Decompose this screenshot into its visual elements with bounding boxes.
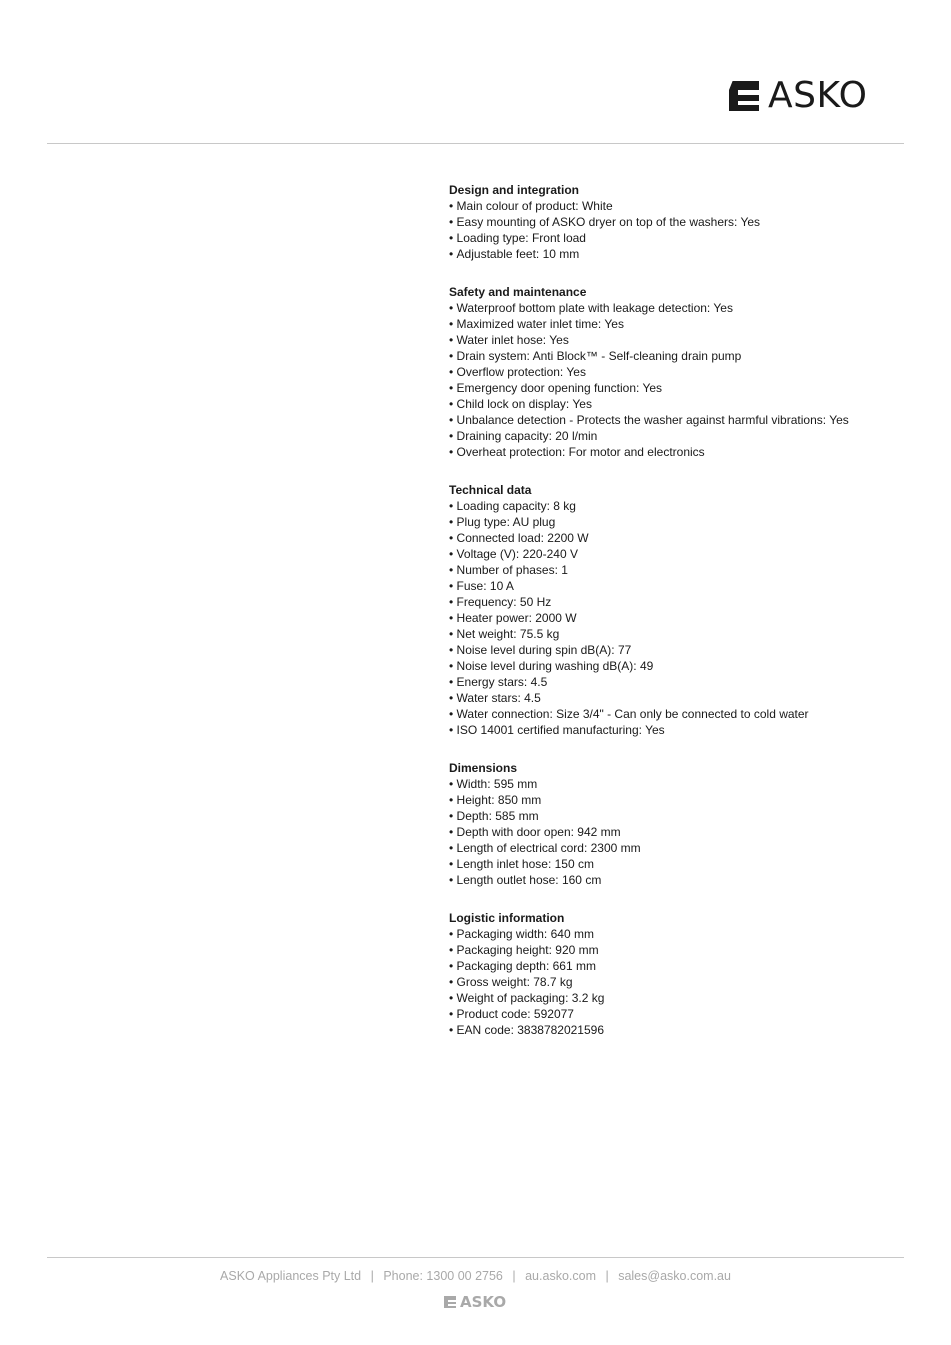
spec-item: • Depth: 585 mm [449, 808, 919, 824]
header-divider [47, 143, 904, 144]
spec-item: • Heater power: 2000 W [449, 610, 919, 626]
spec-item: • Connected load: 2200 W [449, 530, 919, 546]
spec-item: • Height: 850 mm [449, 792, 919, 808]
section-safety-maintenance [449, 285, 919, 460]
spec-item: • Unbalance detection - Protects the washer against harmful vibrations: Yes [449, 412, 919, 428]
spec-item: • Noise level during washing dB(A): 49 [449, 658, 919, 674]
footer-website-link[interactable]: au.asko.com [525, 1269, 596, 1283]
spec-list [449, 498, 919, 738]
spec-item: • Width: 595 mm [449, 776, 919, 792]
spec-item: • Adjustable feet: 10 mm [449, 246, 919, 262]
footer-separator: | [605, 1269, 609, 1283]
spec-list [449, 776, 919, 888]
footer-asko-logo-text: ASKO [460, 1293, 507, 1311]
section-title: Safety and maintenance [449, 285, 587, 299]
footer-asko-logo-icon [444, 1296, 456, 1308]
section-dimensions [449, 761, 919, 888]
footer-separator: | [370, 1269, 374, 1283]
spec-item: • Water stars: 4.5 [449, 690, 919, 706]
spec-item: • Product code: 592077 [449, 1006, 919, 1022]
spec-item: • Depth with door open: 942 mm [449, 824, 919, 840]
spec-item: • Main colour of product: White [449, 198, 919, 214]
section-title: Dimensions [449, 761, 518, 775]
spec-item: • Water connection: Size 3/4" - Can only be connected to cold water [449, 706, 919, 722]
spec-item: • Length inlet hose: 150 cm [449, 856, 919, 872]
section-title: Logistic information [449, 911, 565, 925]
section-logistic-information [449, 911, 919, 1038]
spec-item: • Packaging depth: 661 mm [449, 958, 919, 974]
spec-item: • Overflow protection: Yes [449, 364, 919, 380]
footer-asko-logo [444, 1295, 506, 1309]
spec-item: • Maximized water inlet time: Yes [449, 316, 919, 332]
spec-content [449, 183, 919, 1061]
spec-item: • EAN code: 3838782021596 [449, 1022, 919, 1038]
spec-item: • Packaging height: 920 mm [449, 942, 919, 958]
spec-item: • Drain system: Anti Block™ - Self-cleaning drain pump [449, 348, 919, 364]
spec-item: • Energy stars: 4.5 [449, 674, 919, 690]
spec-item: • Easy mounting of ASKO dryer on top of the washers: Yes [449, 214, 919, 230]
spec-item: • Frequency: 50 Hz [449, 594, 919, 610]
spec-list [449, 300, 919, 460]
spec-item: • Noise level during spin dB(A): 77 [449, 642, 919, 658]
spec-item: • Plug type: AU plug [449, 514, 919, 530]
spec-list [449, 926, 919, 1038]
spec-item: • Net weight: 75.5 kg [449, 626, 919, 642]
spec-item: • ISO 14001 certified manufacturing: Yes [449, 722, 919, 738]
asko-logo-text: ASKO [768, 75, 868, 116]
spec-item: • Waterproof bottom plate with leakage detection: Yes [449, 300, 919, 316]
section-technical-data [449, 483, 919, 738]
spec-item: • Length of electrical cord: 2300 mm [449, 840, 919, 856]
footer-separator: | [512, 1269, 516, 1283]
spec-item: • Weight of packaging: 3.2 kg [449, 990, 919, 1006]
spec-item: • Gross weight: 78.7 kg [449, 974, 919, 990]
footer-email-link[interactable]: sales@asko.com.au [618, 1269, 731, 1283]
footer-divider [47, 1257, 904, 1258]
spec-item: • Emergency door opening function: Yes [449, 380, 919, 396]
spec-item: • Fuse: 10 A [449, 578, 919, 594]
section-title: Design and integration [449, 183, 580, 197]
spec-item: • Overheat protection: For motor and electronics [449, 444, 919, 460]
footer-phone: Phone: 1300 00 2756 [383, 1269, 503, 1283]
spec-item: • Number of phases: 1 [449, 562, 919, 578]
spec-item: • Water inlet hose: Yes [449, 332, 919, 348]
spec-item: • Packaging width: 640 mm [449, 926, 919, 942]
footer-company: ASKO Appliances Pty Ltd [220, 1269, 362, 1283]
spec-item: • Loading capacity: 8 kg [449, 498, 919, 514]
footer-contact [0, 1268, 951, 1284]
spec-item: • Child lock on display: Yes [449, 396, 919, 412]
spec-list [449, 198, 919, 262]
spec-item: • Length outlet hose: 160 cm [449, 872, 919, 888]
section-title: Technical data [449, 483, 532, 497]
spec-item: • Voltage (V): 220-240 V [449, 546, 919, 562]
asko-logo [729, 75, 868, 116]
section-design-integration [449, 183, 919, 262]
asko-logo-icon [729, 81, 759, 111]
spec-item: • Loading type: Front load [449, 230, 919, 246]
spec-item: • Draining capacity: 20 l/min [449, 428, 919, 444]
